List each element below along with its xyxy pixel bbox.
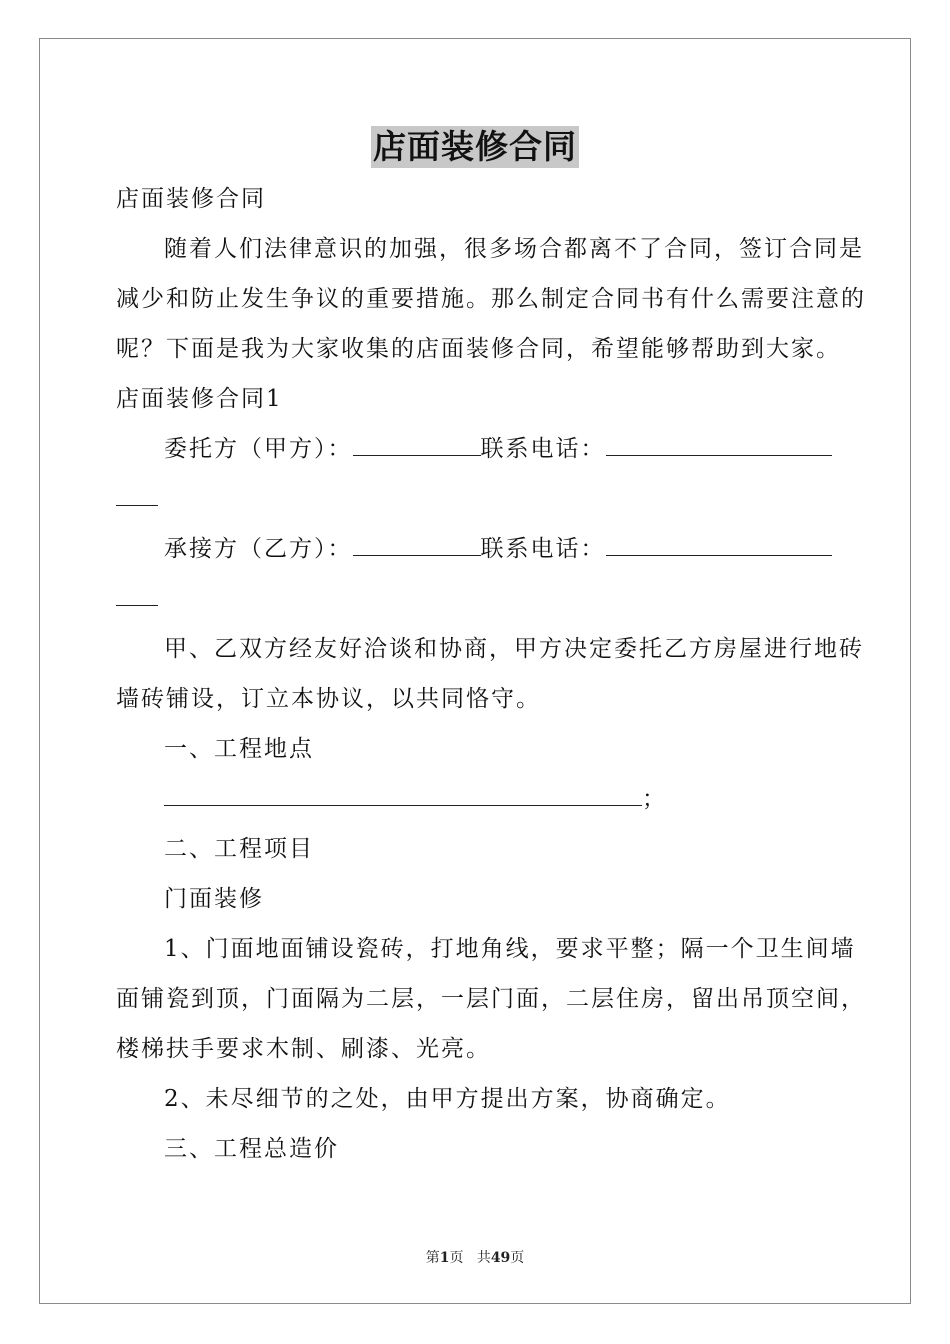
item2-p1-line-3: 楼梯扶手要求木制、刷漆、光亮。 <box>116 1036 491 1062</box>
intro-line-3: 呢？下面是我为大家收集的店面装修合同，希望能够帮助到大家。 <box>116 336 841 362</box>
item2-heading: 二、工程项目 <box>164 836 314 862</box>
party-a-phone-continuation <box>116 484 158 514</box>
footer-prefix: 第 <box>425 1250 440 1266</box>
document-title: 店面装修合同 <box>373 127 577 166</box>
party-a-phone-label: 联系电话： <box>480 436 606 462</box>
agreement-line-2: 墙砖铺设，订立本协议，以共同恪守。 <box>116 686 541 712</box>
footer-total-pages: 49 <box>490 1250 511 1266</box>
item1-location-row <box>164 784 667 814</box>
subtitle: 店面装修合同 <box>116 186 266 212</box>
party-a-phone-blank-cont <box>116 485 158 506</box>
item2-p1-line-2: 面铺瓷到顶，门面隔为二层，一层门面，二层住房，留出吊顶空间， <box>116 986 866 1012</box>
footer-total-suffix: 页 <box>510 1250 525 1266</box>
intro-line-1: 随着人们法律意识的加强，很多场合都离不了合同，签订合同是 <box>164 236 864 262</box>
page-footer <box>0 1247 950 1267</box>
location-blank <box>164 785 642 806</box>
party-b-phone-blank <box>606 535 832 556</box>
intro-line-2: 减少和防止发生争议的重要措施。那么制定合同书有什么需要注意的 <box>116 286 866 312</box>
party-b-name-blank <box>353 535 481 556</box>
item2-p1-line-1: 1、门面地面铺设瓷砖，打地角线，要求平整；隔一个卫生间墙 <box>164 936 856 962</box>
party-a-phone-blank <box>606 435 832 456</box>
title-wrap <box>0 126 950 168</box>
section-heading: 店面装修合同1 <box>116 386 283 412</box>
party-b-label: 承接方（乙方）： <box>164 536 353 562</box>
location-end: ； <box>642 786 667 812</box>
footer-page-number: 1 <box>439 1250 450 1266</box>
item3-heading: 三、工程总造价 <box>164 1136 339 1162</box>
party-a-row <box>164 434 832 464</box>
party-a-name-blank <box>353 435 481 456</box>
party-b-row <box>164 534 832 564</box>
footer-total-prefix: 共 <box>476 1250 491 1266</box>
item2-sub: 门面装修 <box>164 886 264 912</box>
party-b-phone-continuation <box>116 584 158 614</box>
page-border <box>39 38 911 1304</box>
agreement-line-1: 甲、乙双方经友好洽谈和协商，甲方决定委托乙方房屋进行地砖 <box>164 636 864 662</box>
party-a-label: 委托方（甲方）： <box>164 436 353 462</box>
party-b-phone-blank-cont <box>116 585 158 606</box>
item1-heading: 一、工程地点 <box>164 736 314 762</box>
footer-page-suffix: 页 <box>449 1250 464 1266</box>
party-b-phone-label: 联系电话： <box>480 536 606 562</box>
item2-p2: 2、未尽细节的之处，由甲方提出方案，协商确定。 <box>164 1086 731 1112</box>
